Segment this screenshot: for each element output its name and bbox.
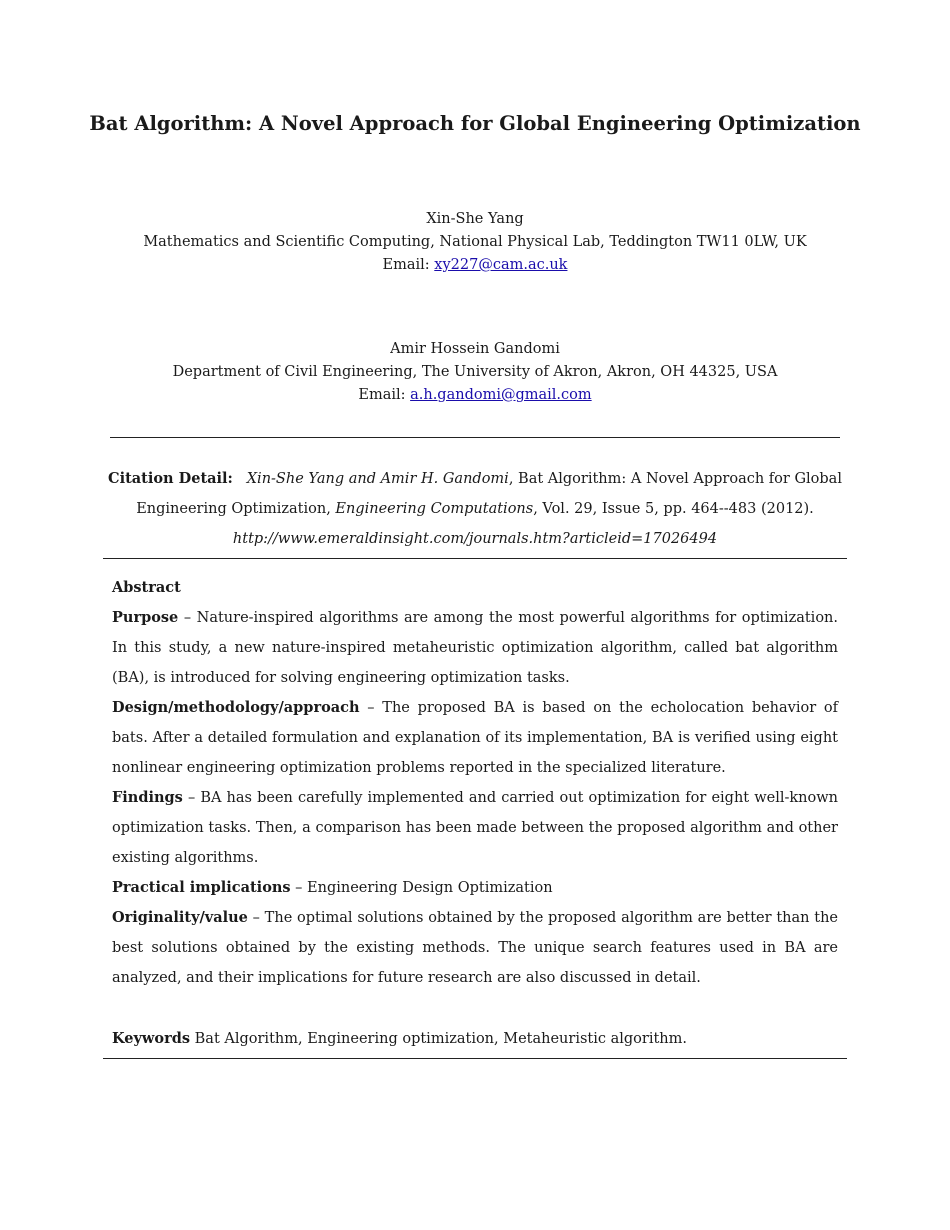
citation-title-part1: , Bat Algorithm: A Novel Approach for Global: [508, 471, 842, 487]
email-label: Email:: [358, 387, 406, 403]
abstract-originality: [112, 903, 838, 993]
section-text: – The optimal solutions obtained by the proposed algorithm are better than the best solutions obtained by the existing methods. The unique search features used in BA are analyzed, and their implications for future research are also discussed in detail.: [112, 910, 838, 986]
section-term: Findings: [112, 789, 183, 806]
abstract-purpose: [112, 603, 838, 693]
author-email-line: [0, 384, 950, 407]
author-email-line: [0, 254, 950, 277]
citation-line-2: [0, 494, 950, 524]
abstract-findings: [112, 783, 838, 873]
page-title: Bat Algorithm: A Novel Approach for Global Engineering Optimization: [89, 112, 861, 135]
email-label: Email:: [382, 257, 430, 273]
citation-details: , Vol. 29, Issue 5, pp. 464--483 (2012).: [533, 501, 814, 517]
citation-label: Citation Detail:: [108, 470, 233, 487]
abstract-implications: [112, 873, 838, 903]
author-name: Amir Hossein Gandomi: [390, 341, 560, 357]
author-affiliation: Department of Civil Engineering, The University of Akron, Akron, OH 44325, USA: [172, 364, 778, 380]
keywords-term: Keywords: [112, 1030, 191, 1047]
section-text: – Engineering Design Optimization: [290, 880, 553, 896]
section-term: Practical implications: [112, 879, 291, 896]
citation-authors: Xin-She Yang and Amir H. Gandomi: [246, 471, 509, 487]
author-block: [0, 208, 950, 277]
author-name: Xin-She Yang: [426, 211, 524, 227]
email-link[interactable]: a.h.gandomi@gmail.com: [410, 387, 592, 403]
citation-block: [0, 464, 950, 554]
author-affiliation: Mathematics and Scientific Computing, National Physical Lab, Teddington TW11 0LW, UK: [143, 234, 807, 250]
email-link[interactable]: xy227@cam.ac.uk: [434, 257, 568, 273]
divider: [110, 437, 840, 438]
author-block: [0, 338, 950, 407]
keywords: [112, 1024, 838, 1054]
divider: [103, 1058, 847, 1059]
section-text: – BA has been carefully implemented and carried out optimization for eight well-known optimization tasks. Then, a comparison has been made between the proposed algorithm and other existing algorithms.: [112, 790, 838, 866]
keywords-text: Bat Algorithm, Engineering optimization, Metaheuristic algorithm.: [190, 1031, 687, 1047]
section-term: Purpose: [112, 609, 179, 626]
abstract-heading: Abstract: [112, 579, 181, 596]
citation-journal: Engineering Computations: [335, 501, 534, 517]
citation-line-1: [0, 464, 950, 494]
section-text: – Nature-inspired algorithms are among the most powerful algorithms for optimization. In this study, a new nature-inspired metaheuristic optimization algorithm, called bat algorithm (BA), is introduced for solving engineering optimization tasks.: [112, 610, 838, 686]
abstract-design: [112, 693, 838, 783]
section-term: Originality/value: [112, 909, 248, 926]
citation-title-part2: Engineering Optimization,: [136, 501, 336, 517]
section-text: – The proposed BA is based on the echolocation behavior of bats. After a detailed formulation and explanation of its implementation, BA is verified using eight nonlinear engineering optimization problems reported in the specialized literature.: [112, 700, 838, 776]
section-term: Design/methodology/approach: [112, 699, 360, 716]
divider: [103, 558, 847, 559]
abstract: [112, 573, 838, 993]
citation-url[interactable]: http://www.emeraldinsight.com/journals.htm?articleid=17026494: [232, 531, 718, 547]
